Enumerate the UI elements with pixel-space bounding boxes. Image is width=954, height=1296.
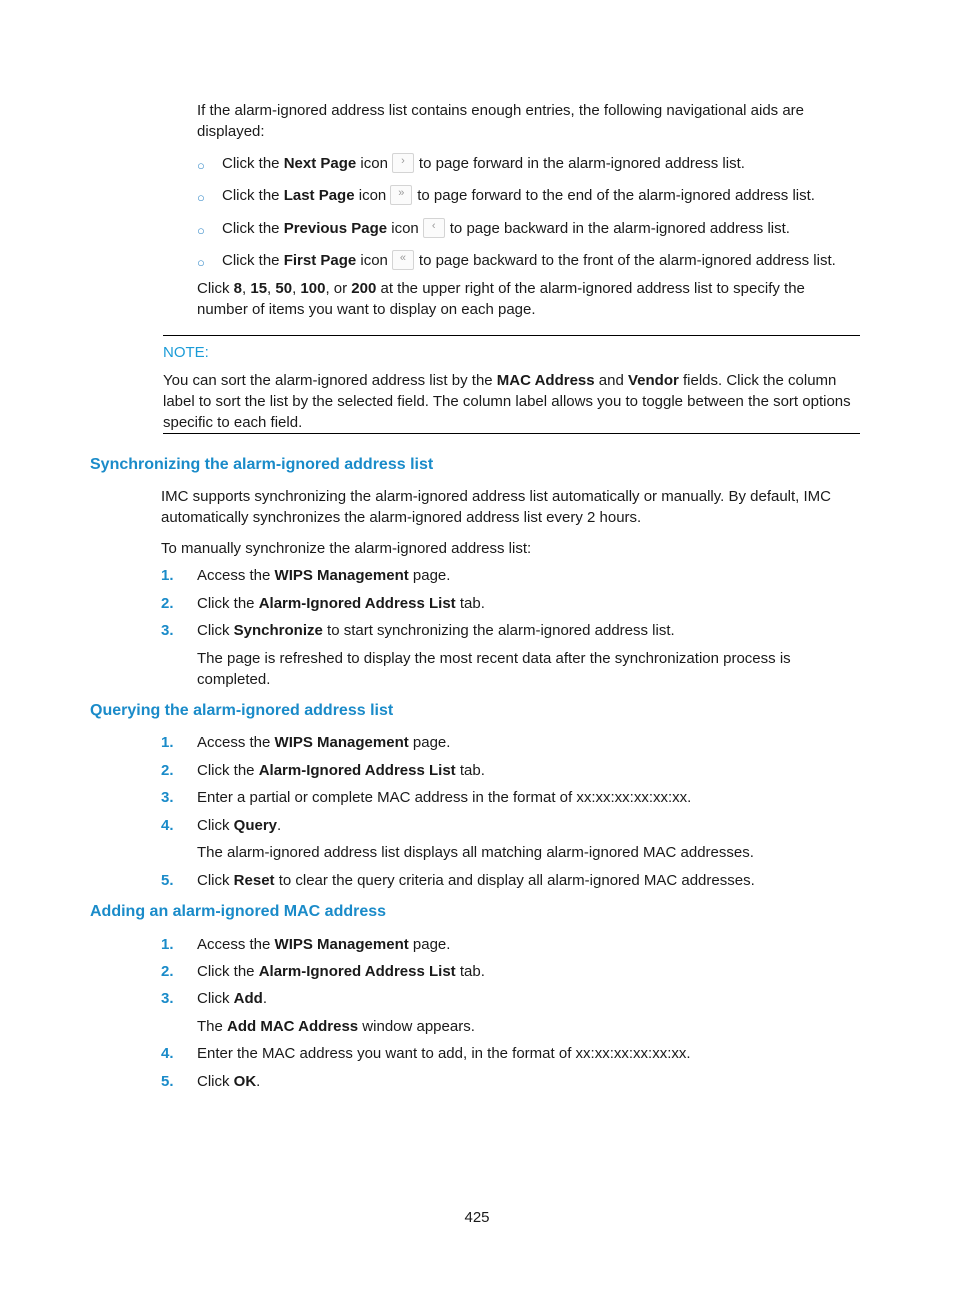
nav-item-next-page: Click the Next Page icon › to page forward in the alarm-ignored address list. bbox=[222, 155, 745, 172]
query-step-4: Click Query. bbox=[197, 817, 282, 834]
step-number: 1. bbox=[161, 734, 174, 751]
last-page-icon: » bbox=[390, 185, 412, 205]
add-step-2: Click the Alarm-Ignored Address List tab. bbox=[197, 963, 485, 980]
note-text: You can sort the alarm-ignored address list by the MAC Address and Vendor fields. Click the column label to sort the list by the selected field. The column label allows you to toggle between the sort options specific to each field. bbox=[163, 372, 851, 431]
sync-paragraph-2: To manually synchronize the alarm-ignored address list: bbox=[161, 540, 532, 557]
sync-step-3: Click Synchronize to start synchronizing the alarm-ignored address list. bbox=[197, 622, 675, 639]
nav-item-previous-page: Click the Previous Page icon ‹ to page backward in the alarm-ignored address list. bbox=[222, 220, 790, 237]
step-number: 2. bbox=[161, 595, 174, 612]
sync-heading: Synchronizing the alarm-ignored address list bbox=[90, 456, 434, 473]
add-step-3: Click Add. bbox=[197, 990, 268, 1007]
step-number: 2. bbox=[161, 963, 174, 980]
step-number: 3. bbox=[161, 622, 174, 639]
first-page-icon: « bbox=[392, 250, 414, 270]
nav-item-first-page: Click the First Page icon « to page backward to the front of the alarm-ignored address list. bbox=[222, 252, 836, 269]
page-number: 425 bbox=[464, 1209, 490, 1226]
query-step-3: Enter a partial or complete MAC address in the format of xx:xx:xx:xx:xx:xx. bbox=[197, 789, 692, 806]
add-heading: Adding an alarm-ignored MAC address bbox=[90, 903, 387, 920]
query-step-4-note: The alarm-ignored address list displays all matching alarm-ignored MAC addresses. bbox=[197, 844, 754, 861]
add-step-4: Enter the MAC address you want to add, in the format of xx:xx:xx:xx:xx:xx. bbox=[197, 1045, 691, 1062]
query-step-1: Access the WIPS Management page. bbox=[197, 734, 451, 751]
step-number: 1. bbox=[161, 567, 174, 584]
nav-item-last-page: Click the Last Page icon » to page forward to the end of the alarm-ignored address list. bbox=[222, 187, 815, 204]
next-page-icon: › bbox=[392, 153, 414, 173]
bullet-icon: ○ bbox=[197, 223, 205, 238]
step-number: 4. bbox=[161, 817, 174, 834]
note-label: NOTE: bbox=[163, 344, 209, 361]
step-number: 5. bbox=[161, 1073, 174, 1090]
intro-text: If the alarm-ignored address list contains enough entries, the following navigational aids are displayed: bbox=[197, 102, 805, 140]
sync-step-3-note: The page is refreshed to display the most recent data after the synchronization process is completed. bbox=[197, 650, 791, 688]
step-number: 3. bbox=[161, 789, 174, 806]
step-number: 4. bbox=[161, 1045, 174, 1062]
bullet-icon: ○ bbox=[197, 190, 205, 205]
query-heading: Querying the alarm-ignored address list bbox=[90, 702, 394, 719]
previous-page-icon: ‹ bbox=[423, 218, 445, 238]
add-step-1: Access the WIPS Management page. bbox=[197, 936, 451, 953]
bullet-icon: ○ bbox=[197, 255, 205, 270]
intro-paragraph bbox=[197, 100, 857, 142]
items-per-page-paragraph: Click 8, 15, 50, 100, or 200 at the upper right of the alarm-ignored address list to specify the number of items you want to display on each page. bbox=[197, 280, 805, 318]
step-number: 2. bbox=[161, 762, 174, 779]
bullet-icon: ○ bbox=[197, 158, 205, 173]
step-number: 5. bbox=[161, 872, 174, 889]
step-number: 1. bbox=[161, 936, 174, 953]
query-step-2: Click the Alarm-Ignored Address List tab. bbox=[197, 762, 485, 779]
sync-step-2: Click the Alarm-Ignored Address List tab. bbox=[197, 595, 485, 612]
sync-paragraph-1: IMC supports synchronizing the alarm-ignored address list automatically or manually. By default, IMC automatically synchronizes the alarm-ignored address list every 2 hours. bbox=[161, 488, 832, 526]
query-step-5: Click Reset to clear the query criteria and display all alarm-ignored MAC addresses. bbox=[197, 872, 755, 889]
note-top-rule bbox=[163, 335, 860, 336]
sync-step-1: Access the WIPS Management page. bbox=[197, 567, 451, 584]
note-bottom-rule bbox=[163, 433, 860, 434]
add-step-3-note: The Add MAC Address window appears. bbox=[197, 1018, 475, 1035]
step-number: 3. bbox=[161, 990, 174, 1007]
add-step-5: Click OK. bbox=[197, 1073, 261, 1090]
